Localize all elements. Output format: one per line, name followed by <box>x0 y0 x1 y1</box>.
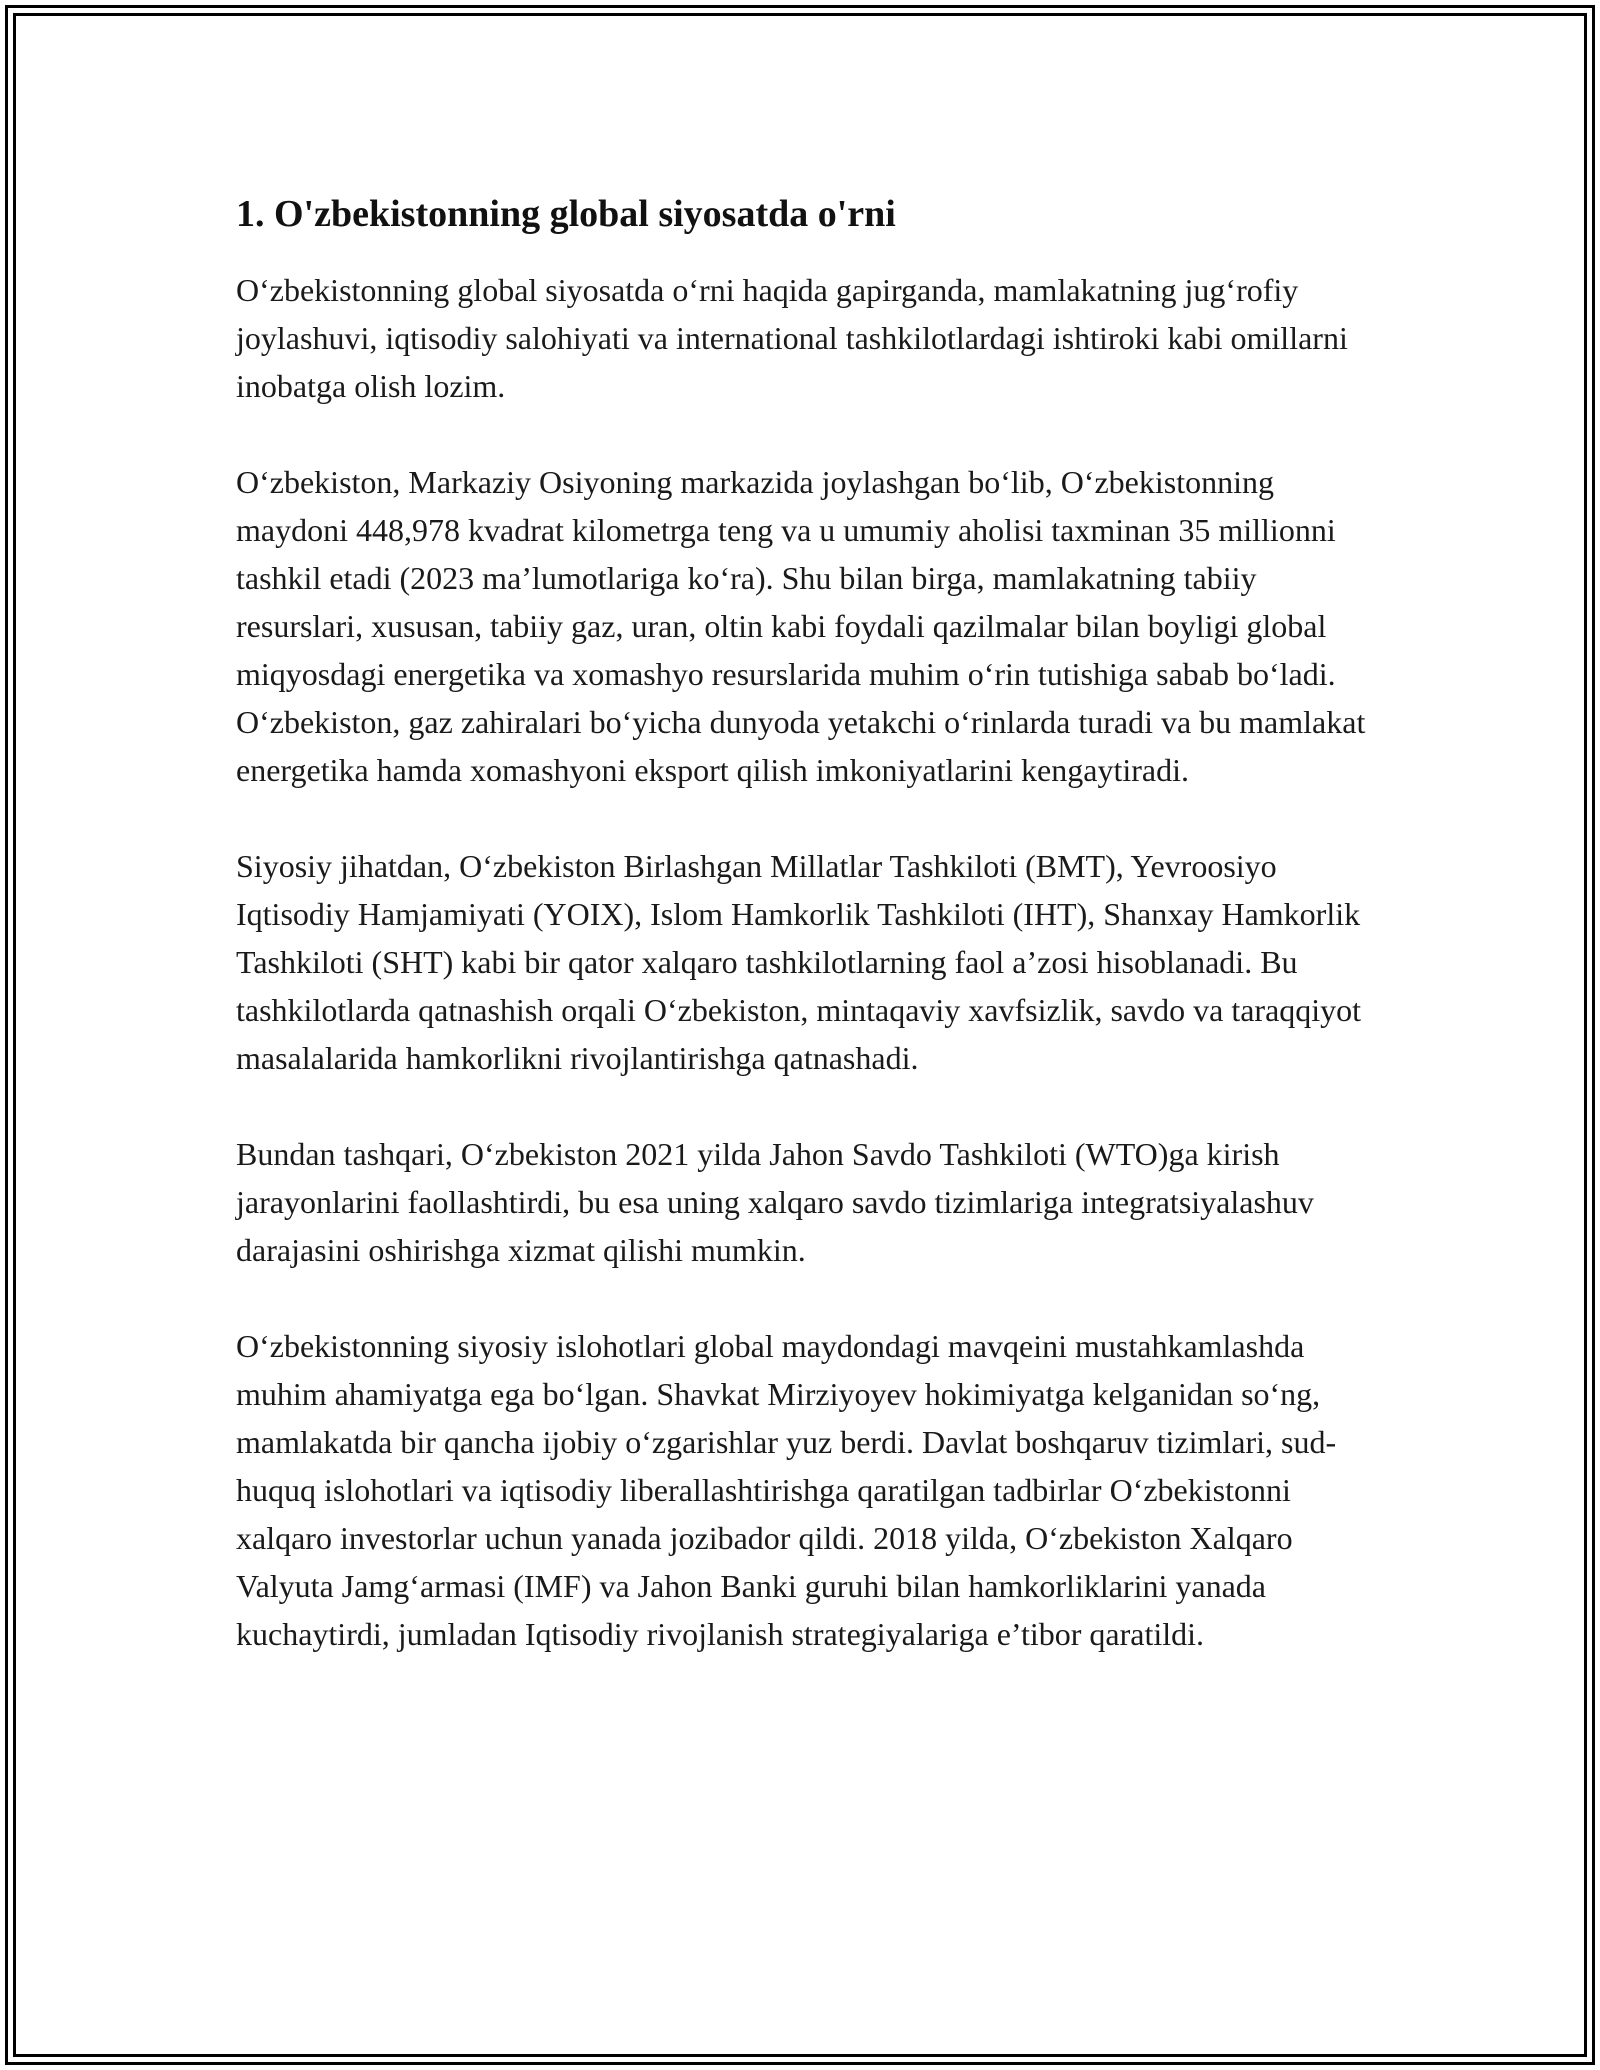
section-heading: 1. O'zbekistonning global siyosatda o'rni <box>236 193 896 235</box>
document-body <box>236 186 1366 1658</box>
paragraph-intro: O‘zbekistonning global siyosatda o‘rni haqida gapirganda, mamlakatning jug‘rofiy joylashuvi, iqtisodiy salohiyati va international tashkilotlardagi ishtiroki kabi omillarni inobatga olish lozim. <box>236 272 1348 404</box>
paragraph-wto-accession: Bundan tashqari, O‘zbekiston 2021 yilda Jahon Savdo Tashkiloti (WTO)ga kirish jarayonlarini faollashtirdi, bu esa uning xalqaro savdo tizimlariga integratsiyalashuv darajasini oshirishga xizmat qilishi mumkin. <box>236 1136 1314 1268</box>
paragraph-geography-resources: O‘zbekiston, Markaziy Osiyoning markazida joylashgan bo‘lib, O‘zbekistonning maydoni 448,978 kvadrat kilometrga teng va u umumiy aholisi taxminan 35 millionni tashkil etadi (2023 ma’lumotlariga ko‘ra). Shu bilan birga, mamlakatning tabiiy resurslari, xususan, tabiiy gaz, uran, oltin kabi foydali qazilmalar bilan boyligi global miqyosdagi energetika va xomashyo resurslarida muhim o‘rin tutishiga sabab bo‘ladi. O‘zbekiston, gaz zahiralari bo‘yicha dunyoda yetakchi o‘rinlarda turadi va bu mamlakat energetika hamda xomashyoni eksport qilish imkoniyatlarini kengaytiradi. <box>236 464 1366 788</box>
paragraph-international-organizations: Siyosiy jihatdan, O‘zbekiston Birlashgan Millatlar Tashkiloti (BMT), Yevroosiyo Iqtisodiy Hamjamiyati (YOIX), Islom Hamkorlik Tashkiloti (IHT), Shanxay Hamkorlik Tashkiloti (SHT) kabi bir qator xalqaro tashkilotlarning faol a’zosi hisoblanadi. Bu tashkilotlarda qatnashish orqali O‘zbekiston, mintaqaviy xavfsizlik, savdo va taraqqiyot masalalarida hamkorlikni rivojlantirishga qatnashadi. <box>236 848 1362 1076</box>
paragraph-political-reforms: O‘zbekistonning siyosiy islohotlari global maydondagi mavqeini mustahkamlashda muhim ahamiyatga ega bo‘lgan. Shavkat Mirziyoyev hokimiyatga kelganidan so‘ng, mamlakatda bir qancha ijobiy o‘zgarishlar yuz berdi. Davlat boshqaruv tizimlari, sud-huquq islohotlari va iqtisodiy liberallashtirishga qaratilgan tadbirlar O‘zbekistonni xalqaro investorlar uchun yanada jozibador qildi. 2018 yilda, O‘zbekiston Xalqaro Valyuta Jamg‘armasi (IMF) va Jahon Banki guruhi bilan hamkorliklarini yanada kuchaytirdi, jumladan Iqtisodiy rivojlanish strategiyalariga e’tibor qaratildi. <box>236 1328 1337 1652</box>
